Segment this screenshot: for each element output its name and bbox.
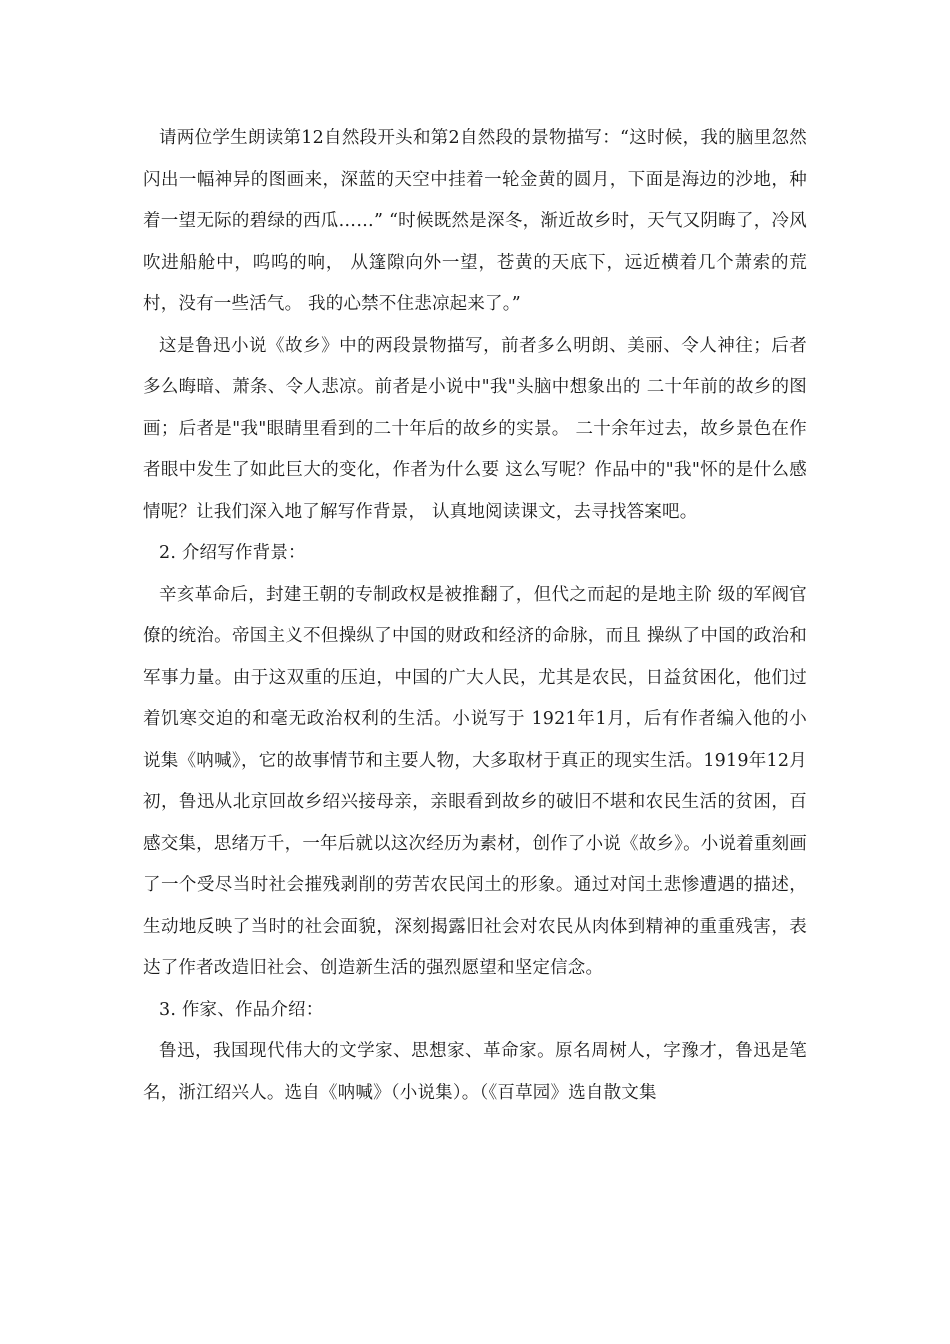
document-body bbox=[143, 118, 807, 1114]
background-paragraph: 辛亥革命后，封建王朝的专制政权是被推翻了，但代之而起的是地主阶 级的军阀官僚的统治。帝国主义不但操纵了中国的财政和经济的命脉，而且 操纵了中国的政治和军事力量。由于这双重的压迫，中国的广大人民，尤其是农民，日益贫困化，他们过着饥寒交迫的和毫无政治权利的生活。小说写于 1921年1月，后有作者编入他的小说集《呐喊》，它的故事情节和主要人物，大多取材于真正的现实生活。1919年12月初，鲁迅从北京回故乡绍兴接母亲，亲眼看到故乡的破旧不堪和农民生活的贫困，百感交集，思绪万千，一年后就以这次经历为素材，创作了小说《故乡》。小说着重刻画了一个受尽当时社会摧残剥削的劳苦农民闰土的形象。通过对闰土悲惨遭遇的描述，生动地反映了当时的社会面貌，深刻揭露旧社会对农民从肉体到精神的重重残害，表达了作者改造旧社会、创造新生活的强烈愿望和坚定信念。 bbox=[143, 584, 807, 978]
section-heading-author: 3. 作家、作品介绍： bbox=[159, 999, 324, 1020]
section-heading-background: 2. 介绍写作背景： bbox=[159, 543, 306, 563]
intro-reading-paragraph: 请两位学生朗读第12自然段开头和第2自然段的景物描写：“这时候，我的脑里忽然闪出一幅神异的图画来，深蓝的天空中挂着一轮金黄的圆月，下面是海边的沙地，种着一望无际的碧绿的西瓜……” “时候既然是深冬，渐近故乡时，天气又阴晦了，冷风吹进船舱中，呜呜的响， 从篷隙向外一望，苍黄的天底下，远近横着几个萧索的荒村，没有一些活气。 我的心禁不住悲凉起来了。” bbox=[143, 128, 807, 314]
scenery-analysis-paragraph: 这是鲁迅小说《故乡》中的两段景物描写，前者多么明朗、美丽、令人神往；后者多么晦暗、萧条、令人悲凉。前者是小说中"我"头脑中想象出的 二十年前的故乡的图画；后者是"我"眼睛里看到的二十年后的故乡的实景。 二十余年过去，故乡景色在作者眼中发生了如此巨大的变化，作者为什么要 这么写呢？作品中的"我"怀的是什么感情呢？让我们深入地了解写作背景， 认真地阅读课文，去寻找答案吧。 bbox=[143, 335, 807, 522]
author-paragraph: 鲁迅，我国现代伟大的文学家、思想家、革命家。原名周树人，字豫才，鲁迅是笔名，浙江绍兴人。选自《呐喊》（小说集）。（《百草园》选自散文集 bbox=[143, 1041, 807, 1103]
